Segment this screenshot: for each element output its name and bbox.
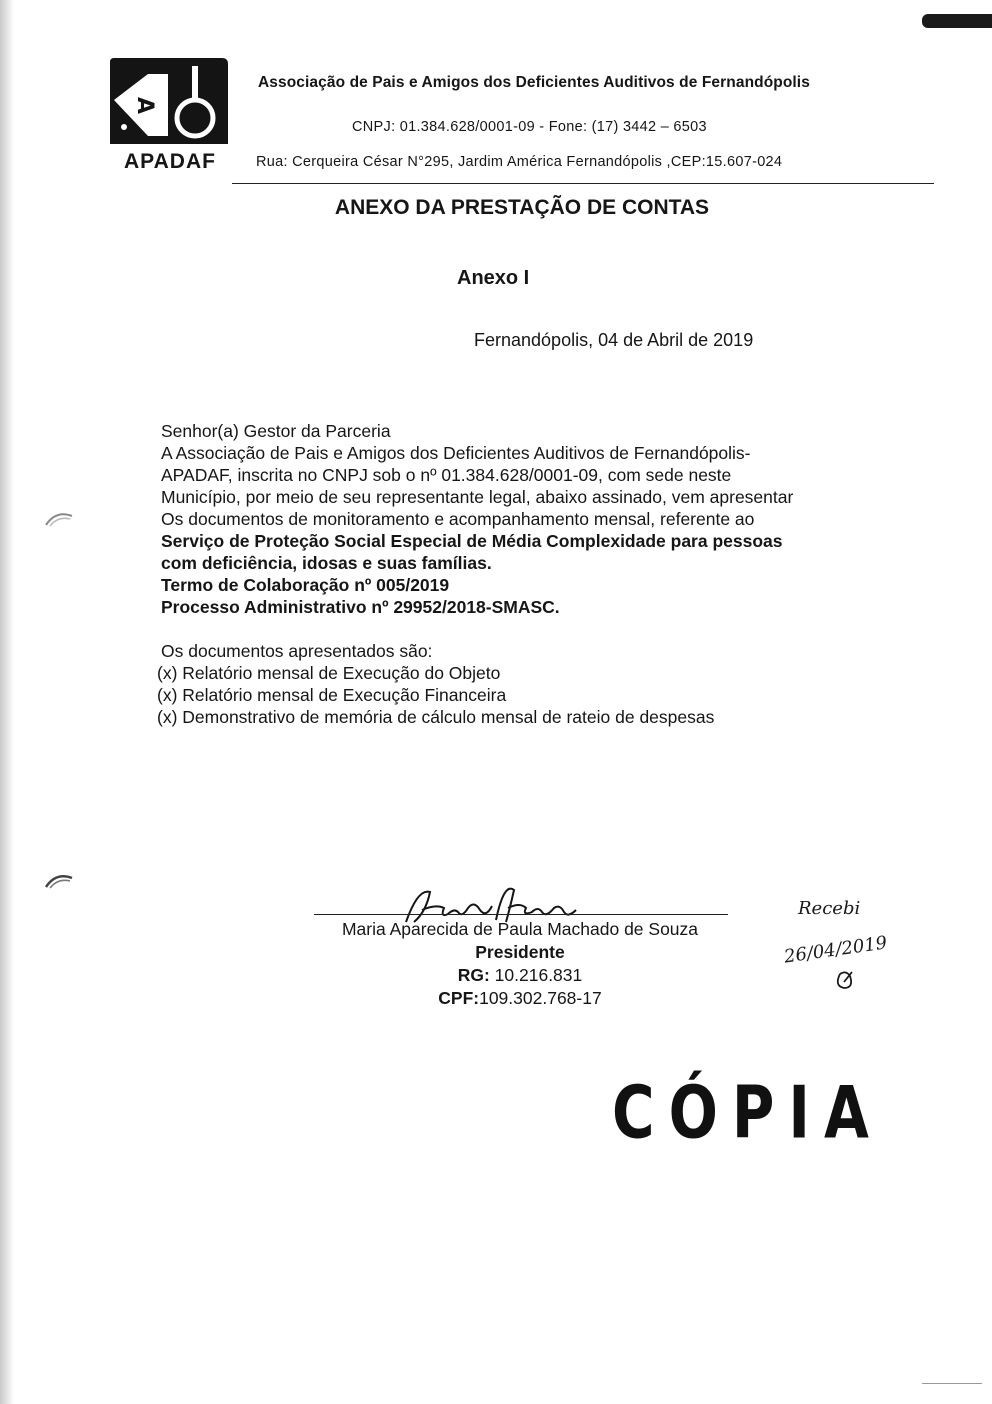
logo-name: APADAF <box>124 150 216 173</box>
svg-text:A: A <box>132 97 157 115</box>
documents-list <box>157 640 714 728</box>
hole-punch-mark-bottom <box>42 870 76 890</box>
document-subtitle: Anexo I <box>457 267 530 289</box>
document-title: ANEXO DA PRESTAÇÃO DE CONTAS <box>334 196 710 219</box>
address: Rua: Cerqueira César N°295, Jardim América Fernandópolis ,CEP:15.607-024 <box>256 154 783 170</box>
copy-stamp: CÓPIA <box>612 1070 883 1155</box>
rg-label: RG: <box>457 965 490 985</box>
receipt-date: 26/04/2019 <box>782 932 889 968</box>
cpf-value: 109.302.768-17 <box>479 988 602 1008</box>
handwritten-receipt-note <box>782 892 902 992</box>
greeting: Senhor(a) Gestor da Parceria <box>161 421 391 441</box>
signatory-cpf <box>300 987 740 1010</box>
list-item: (x) Relatório mensal de Execução Financeira <box>157 685 507 705</box>
signatory-block <box>300 918 740 1010</box>
cpf-label: CPF: <box>438 988 480 1008</box>
list-item: (x) Demonstrativo de memória de cálculo mensal de rateio de despesas <box>157 707 715 727</box>
body-line: APADAF, inscrita no CNPJ sob o nº 01.384.628/0001-09, com sede neste <box>161 465 732 485</box>
date-line: Fernandópolis, 04 de Abril de 2019 <box>474 330 754 350</box>
service-name-cont: com deficiência, idosas e suas famílias. <box>161 553 492 573</box>
letter-body <box>161 420 921 618</box>
organization-name: Associação de Pais e Amigos dos Deficientes Auditivos de Fernandópolis <box>258 74 810 91</box>
header-divider <box>232 183 934 184</box>
signature-line <box>314 914 728 915</box>
body-line: Município, por meio de seu representante legal, abaixo assinado, vem apresentar <box>161 487 794 507</box>
body-line: Os documentos de monitoramento e acompanhamento mensal, referente ao <box>161 509 755 529</box>
body-line: A Associação de Pais e Amigos dos Deficientes Auditivos de Fernandópolis- <box>161 443 751 463</box>
process-number: Processo Administrativo nº 29952/2018-SMASC. <box>161 597 560 617</box>
signatory-role: Presidente <box>475 942 565 962</box>
service-name: Serviço de Proteção Social Especial de Média Complexidade para pessoas <box>161 531 783 551</box>
list-item: (x) Relatório mensal de Execução do Objeto <box>157 663 501 683</box>
signatory-name: Maria Aparecida de Paula Machado de Souza <box>341 919 699 939</box>
scan-edge-mark <box>922 1383 982 1384</box>
term-number: Termo de Colaboração nº 005/2019 <box>161 575 450 595</box>
rg-value: 10.216.831 <box>489 965 583 985</box>
receipt-word: Recebi <box>798 898 861 919</box>
scan-corner-mark <box>922 14 992 28</box>
cnpj-phone: CNPJ: 01.384.628/0001-09 - Fone: (17) 3442 – 6503 <box>352 119 707 135</box>
documents-intro: Os documentos apresentados são: <box>161 641 433 661</box>
hole-punch-mark-top <box>42 508 76 528</box>
signatory-rg <box>300 964 740 987</box>
